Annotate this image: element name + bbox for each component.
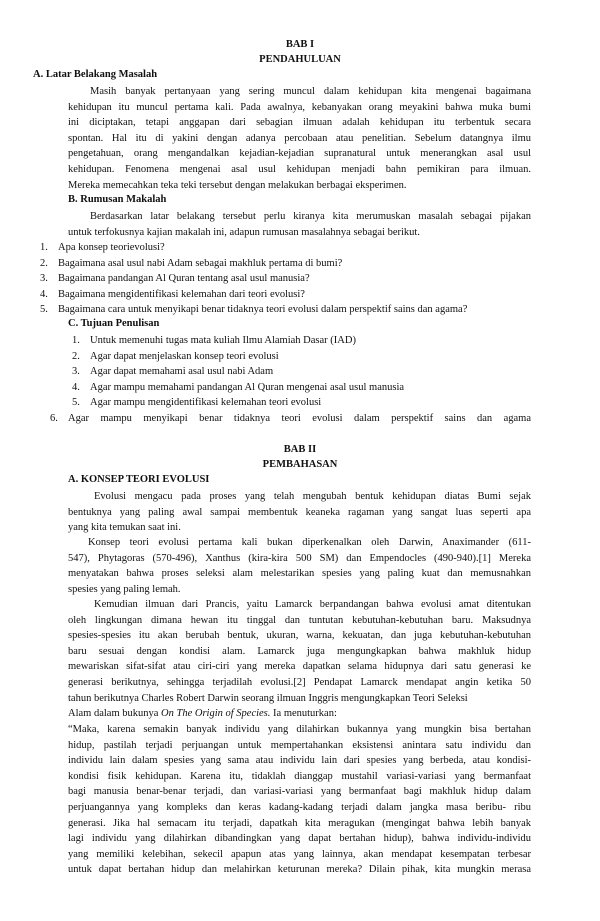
text-line: tahun berikutnya Charles Robert Darwin seorang ilmuan Inggris mengungkapkan Teori Seleksi: [68, 692, 468, 704]
text-line: menyatakan bahwa proses seleksi alam melestarikan spesies yang paling kuat dan memusnahkan: [68, 568, 531, 580]
paragraph-konsep-pertama: [68, 535, 531, 597]
text-line: kehidupan itu muncul pertama kali. Pada awalnya, kebanyakan orang meyakini bahwa muka bumi: [68, 101, 531, 113]
list-item: [40, 256, 467, 272]
quote-line: yang memiliki kelebihan, sekecil apapun atas yang lainnya, akan mendapat kesempatan terbesar: [68, 848, 531, 860]
section-heading-konsep: A. KONSEP TEORI EVOLUSI: [68, 474, 210, 485]
paragraph-rumusan: [68, 209, 531, 240]
text-line: generasi berikutnya, sehingga terjadilah evolusi.[2] Pendapat Lamarck mendapat angin ketika 50: [68, 676, 531, 688]
list-item-number: 5.: [72, 397, 80, 409]
text-line: Berdasarkan latar belakang tersebut perlu kiranya kita merumuskan masalah sebagai pijakan: [90, 211, 531, 222]
text-line: spontan. Hal itu di yakini dengan adanya percobaan atau penelitian. Sebelum datangnya ilmu: [68, 132, 531, 144]
text-line: Kemudian ilmuan dari Prancis, yaitu Lamarck berpandangan bahwa evolusi amat ditentukan: [94, 599, 531, 610]
list-item: [72, 349, 404, 365]
text-line: mewariskan sifat-sifat atau ciri-ciri yang mereka dapatkan selama hidupnya dari satu generasi ke: [68, 661, 531, 673]
text-line: 547), Phytagoras (570-496), Xanthus (kira-kira 500 SM) dan Empendocles (490-940).[1] Mereka: [68, 552, 531, 564]
list-item: [72, 395, 404, 411]
list-item: [72, 333, 404, 349]
list-item-number: 3.: [72, 366, 80, 378]
list-item-number: 4.: [72, 381, 80, 393]
quote-line: individu lain dalam spesies yang sama atau individu lain dari spesies yang berbeda, atau kondisi-: [68, 755, 531, 767]
list-item-text: Bagaimana pandangan Al Quran tentang asal usul manusia?: [58, 273, 310, 285]
list-item-number: 4.: [40, 288, 48, 300]
list-item-text: Apa konsep teorievolusi?: [58, 242, 165, 253]
list-item-text: Agar dapat memahami asal usul nabi Adam: [90, 366, 274, 378]
list-item-text: Untuk memenuhi tugas mata kuliah Ilmu Alamiah Dasar (IAD): [90, 335, 356, 346]
list-item: [40, 240, 467, 256]
chapter-subtitle: PENDAHULUAN: [259, 54, 341, 65]
paragraph-lamarck: [68, 597, 531, 722]
chapter-2-subtitle: PEMBAHASAN: [262, 459, 338, 470]
text-line: spesies yang paling lemah.: [68, 583, 181, 595]
list-item-text: Bagaimana cara untuk menyikapi benar tidaknya teori evolusi dalam perspektif sains dan agama?: [58, 304, 468, 316]
quote-line: bagi manusia benar-benar terjadi, dan variasi-variasi yang bermanfaat bagi makhluk hidup dalam: [68, 786, 531, 798]
tujuan-list: [72, 333, 405, 411]
quote-line: “Maka, karena semakin banyak individu yang dilahirkan bukannya yang mungkin bisa bertahan: [68, 724, 531, 735]
list-item-number: 2.: [40, 257, 48, 269]
list-item: [40, 287, 467, 303]
book-title: On The Origin of Species.: [161, 708, 271, 720]
tujuan-item-6-number: 6.: [50, 413, 58, 424]
quote-line: generasi. Jika hal semacam itu terjadi, dapatkah kita meragukan (mengingat bahwa lebih banyak: [68, 817, 531, 829]
text-line: baru sesuai dengan kondisi alam. Lamarck juga mengungkapkan bahwa makhluk hidup: [68, 645, 531, 657]
text-line: yang kita temukan saat ini.: [68, 522, 181, 534]
text-line: ini diciptakan, tetapi anggapan dari sebagian ilmuan adalah kehidupan itu terbentuk secara: [68, 117, 531, 129]
paragraph-darwin-quote: [68, 722, 531, 878]
list-item: [40, 302, 468, 318]
quote-line: lagi individu yang dilahirkan dibandingkan yang dapat bertahan hidup), bahwa individu-individu: [68, 833, 531, 845]
list-item-text: Bagaimana mengidentifikasi kelemahan dari teori evolusi?: [58, 288, 305, 300]
list-item-number: 5.: [40, 304, 48, 316]
rumusan-list: [40, 240, 468, 318]
paragraph-evolusi-definisi: [68, 489, 531, 536]
text-line: Konsep teori evolusi pertama kali bukan diperkenalkan oleh Darwin, Anaximander (611-: [88, 537, 531, 548]
list-item-text: Agar dapat menjelaskan konsep teori evolusi: [90, 350, 279, 362]
paragraph-latar-belakang: [68, 84, 531, 193]
text-segment: Ia menuturkan:: [270, 708, 337, 720]
list-item-text: Agar mampu mengidentifikasi kelemahan teori evolusi: [90, 397, 322, 409]
text-line: pengetahuan, orang mengandalkan kejadian-kejadian supranatural untuk menerangkan asal usul: [68, 148, 531, 160]
quote-line: hidup, pastilah terjadi perjuangan untuk mempertahankan eksistensi anintara satu individu dan: [68, 739, 531, 751]
text-line: Masih banyak pertanyaan yang sering muncul dalam kehidupan kita mengenai bagaimana: [90, 86, 531, 97]
tujuan-item-6: Agar mampu menyikapi benar tidaknya teori evolusi dalam perspektif sains dan agama: [68, 413, 531, 424]
chapter-2-title: BAB II: [283, 444, 317, 455]
section-heading-c: C. Tujuan Penulisan: [68, 318, 160, 329]
text-segment: Alam dalam bukunya: [68, 708, 162, 720]
text-line: kehidupan. Fenomena mengenai asal usul kehidupan menjadi bahn pemikiran para ilmuan.: [68, 163, 531, 175]
quote-line: kondisi fisik kehidupan. Karena itu, tidaklah dianggap mustahil variasi-variasi yang bermanfaat: [68, 770, 531, 782]
list-item-number: 3.: [40, 273, 48, 285]
list-item: [72, 380, 405, 396]
text-line: bentuknya yang paling awal sampai membentuk keaneka ragaman yang sangat luas seperti apa: [68, 506, 531, 518]
list-item-text: Bagaimana asal usul nabi Adam sebagai makhluk pertama di bumi?: [58, 257, 343, 269]
list-item-number: 2.: [72, 350, 80, 362]
quote-line: perjuangannya yang kompleks dan keras kadang-kadang terjadi dalam jangka masa beribu- ribu: [68, 801, 531, 813]
section-heading-a: A. Latar Belakang Masalah: [33, 69, 158, 80]
chapter-title: BAB I: [285, 39, 315, 50]
list-item-text: Agar mampu memahami pandangan Al Quran mengenai asal usul manusia: [90, 381, 405, 393]
quote-line: untuk dapat bertahan hidup dan melahirkan keturunan mereka? Dilain pihak, kita mungkin merasa: [68, 864, 531, 876]
list-item-number: 1.: [72, 335, 80, 346]
text-line: Evolusi mengacu pada proses yang telah mengubah bentuk kehidupan diatas Bumi sejak: [94, 491, 531, 502]
text-line: spesies-spesies itu akan berubah bentuk, ukuran, warna, kekuatan, dan juga kebutuhan-kebutuhan: [68, 630, 531, 642]
list-item: [72, 364, 404, 380]
text-line: untuk terfokusnya kajian makalah ini, adapun rumusan masalahnya sebagai berikut.: [68, 226, 420, 238]
text-line: [68, 706, 531, 722]
text-line: Mereka memecahkan teka teki tersebut dengan melakukan berbagai eksperimen.: [68, 179, 407, 191]
list-item-number: 1.: [40, 242, 48, 253]
section-heading-b: B. Rumusan Makalah: [68, 194, 167, 205]
text-line: oleh lingkungan dimana hewan itu tinggal dan tuntutan kebutuhan-kebutuhan baru. Maksudnya: [68, 614, 531, 626]
list-item: [40, 271, 467, 287]
